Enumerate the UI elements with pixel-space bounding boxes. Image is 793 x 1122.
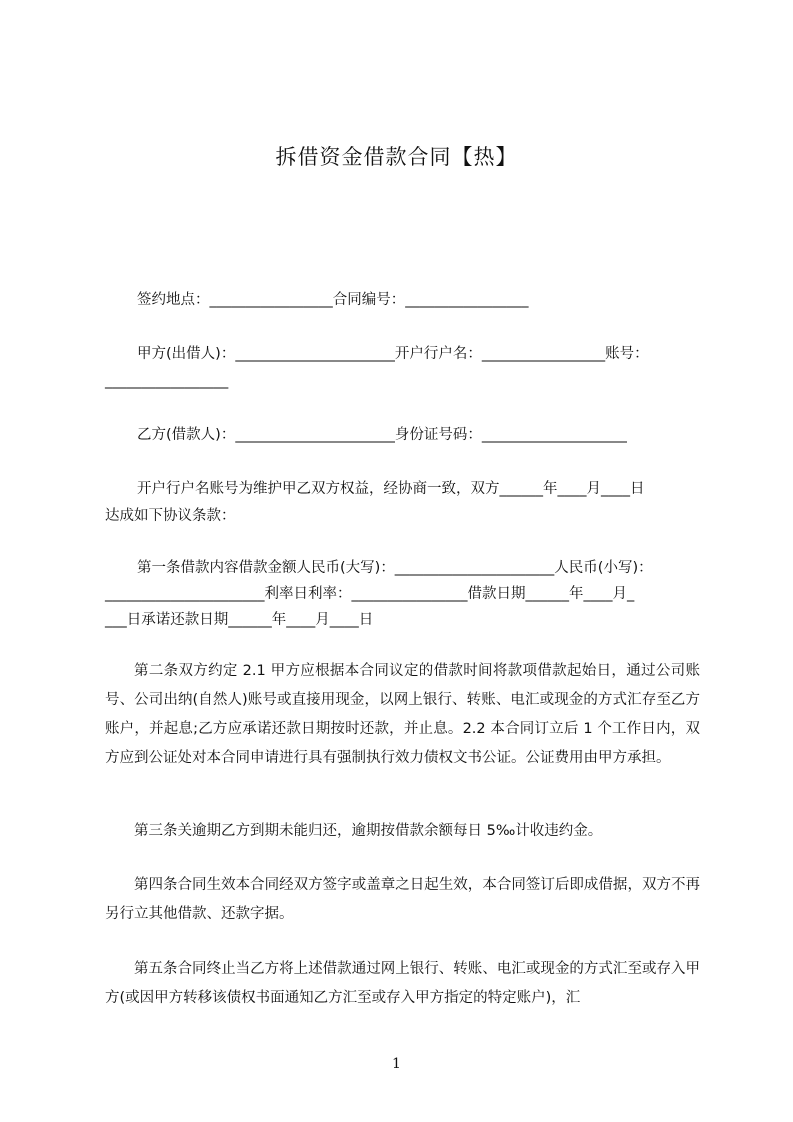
article-1-line-3: ___日承诺还款日期______年____月____日: [105, 612, 374, 628]
article-1-line-1: 第一条借款内容借款金额人民币(大写)：______________________人民币(小写)：: [137, 560, 653, 576]
article-1-line-2: ______________________利率日利率：________________借款日期______年____月_: [105, 586, 635, 602]
document-title: 拆借资金借款合同【热】: [275, 145, 518, 169]
article-4-paragraph: 第四条合同生效本合同经双方签字或盖章之日起生效，本合同签订后即成借据，双方不再另行立其他借款、还款字据。: [105, 877, 700, 922]
intro-line-2: 达成如下协议条款：: [105, 508, 236, 524]
article-5-paragraph: 第五条合同终止当乙方将上述借款通过网上银行、转账、电汇或现金的方式汇至或存入甲方(或因甲方转移该债权书面通知乙方汇至或存入甲方指定的特定账户)，汇: [105, 961, 700, 1006]
article-3-paragraph: 第三条关逾期乙方到期未能归还，逾期按借款余额每日 5‰计收违约金。: [134, 823, 603, 839]
article-2-paragraph: 第二条双方约定 2.1 甲方应根据本合同议定的借款时间将款项借款起始日，通过公司账号、公司出纳(自然人)账号或直接用现金，以网上银行、转账、电汇或现金的方式汇存至乙方账户，并起息;乙方应承诺还款日期按时还款，并止息。2.2 本合同订立后 1 个工作日内，双方应到公证处对本合同申请进行具有强制执行效力债权文书公证。公证费用由甲方承担。: [105, 663, 700, 766]
party-b-line: 乙方(借款人)：______________________身份证号码：____________________: [137, 427, 627, 443]
sign-place-line: 签约地点：_________________合同编号：_________________: [137, 292, 529, 308]
intro-line-1: 开户行户名账号为维护甲乙双方权益，经协商一致，双方______年____月____日: [137, 481, 645, 497]
party-a-line: 甲方(出借人)：______________________开户行户名：_________________账号：: [137, 346, 649, 362]
page-number: 1: [392, 1056, 401, 1072]
party-a-account-line: _________________: [105, 373, 229, 389]
